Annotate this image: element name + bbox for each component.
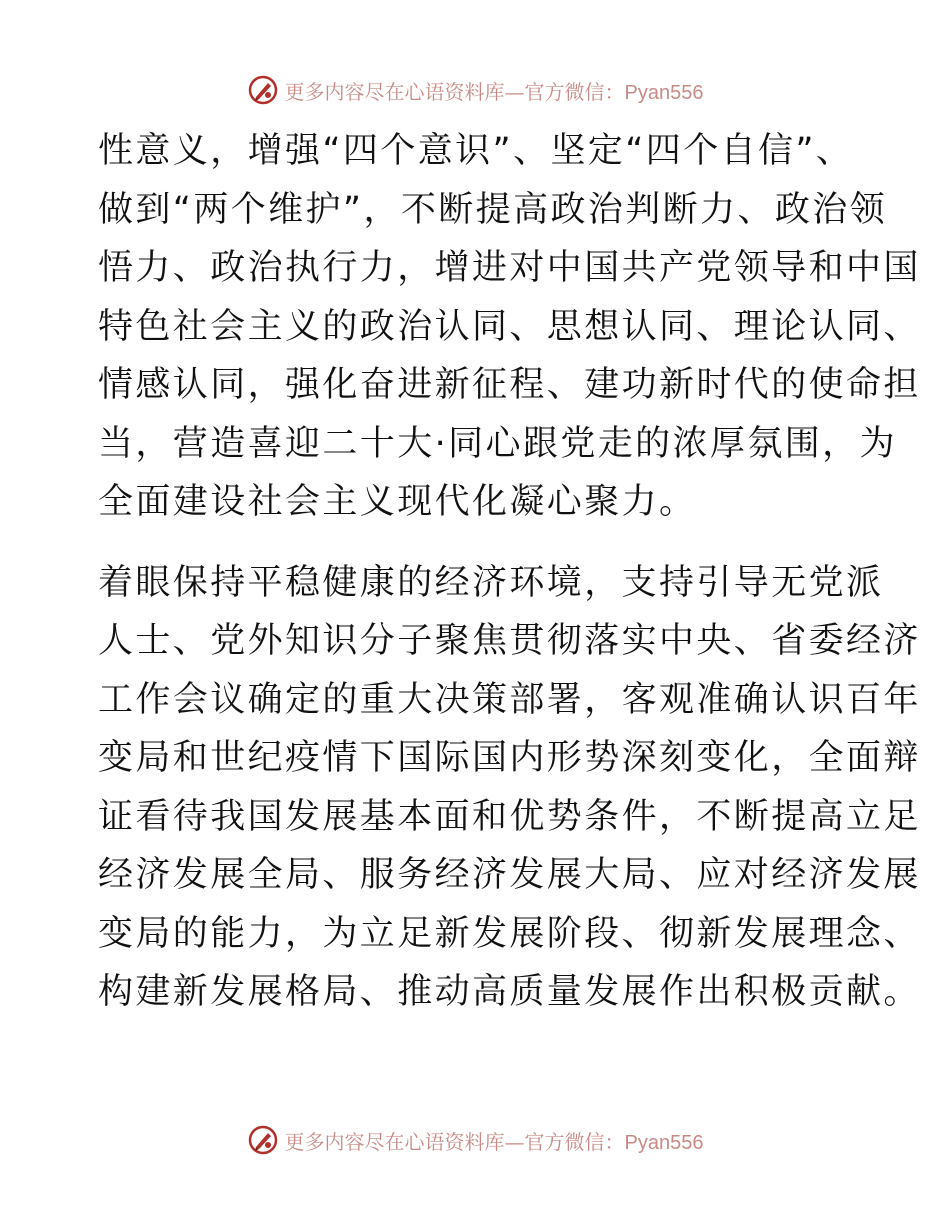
paragraph-2 <box>98 554 921 1022</box>
header-banner <box>0 70 950 110</box>
text-line: 特色社会主义的政治认同、思想认同、理论认同、 <box>98 306 921 347</box>
text-line: 工作会议确定的重大决策部署，客观准确认识百年 <box>98 679 921 720</box>
document-body <box>98 122 921 1022</box>
text-line: 着眼保持平稳健康的经济环境，支持引导无党派 <box>98 562 884 603</box>
text-line: 证看待我国发展基本面和优势条件，不断提高立足 <box>98 796 921 837</box>
text-line: 做到“两个维护”，不断提高政治判断力、政治领 <box>98 189 888 230</box>
pen-logo-icon <box>247 74 279 106</box>
text-line: 性意义，增强“四个意识”、坚定“四个自信”、 <box>98 131 854 171</box>
banner-text: 更多内容尽在心语资料库—官方微信：Pyan556 <box>284 1129 704 1154</box>
text-line: 变局和世纪疫情下国际国内形势深刻变化，全面辩 <box>98 738 921 778</box>
paragraph-1 <box>98 122 921 532</box>
text-line: 变局的能力，为立足新发展阶段、彻新发展理念、 <box>98 913 921 954</box>
text-line: 悟力、政治执行力，增进对中国共产党领导和中国 <box>98 248 921 288</box>
text-line: 构建新发展格局、推动高质量发展作出积极贡献。 <box>98 972 921 1012</box>
text-line: 情感认同，强化奋进新征程、建功新时代的使命担 <box>98 365 921 405</box>
pen-logo-icon <box>247 1124 279 1156</box>
text-line: 当，营造喜迎二十大·同心跟党走的浓厚氛围，为 <box>98 423 897 464</box>
text-line: 人士、党外知识分子聚焦贯彻落实中央、省委经济 <box>98 621 921 661</box>
text-line: 全面建设社会主义现代化凝心聚力。 <box>98 482 697 522</box>
text-line: 经济发展全局、服务经济发展大局、应对经济发展 <box>98 855 921 895</box>
banner-text: 更多内容尽在心语资料库—官方微信：Pyan556 <box>284 79 704 104</box>
footer-banner <box>0 1120 950 1160</box>
